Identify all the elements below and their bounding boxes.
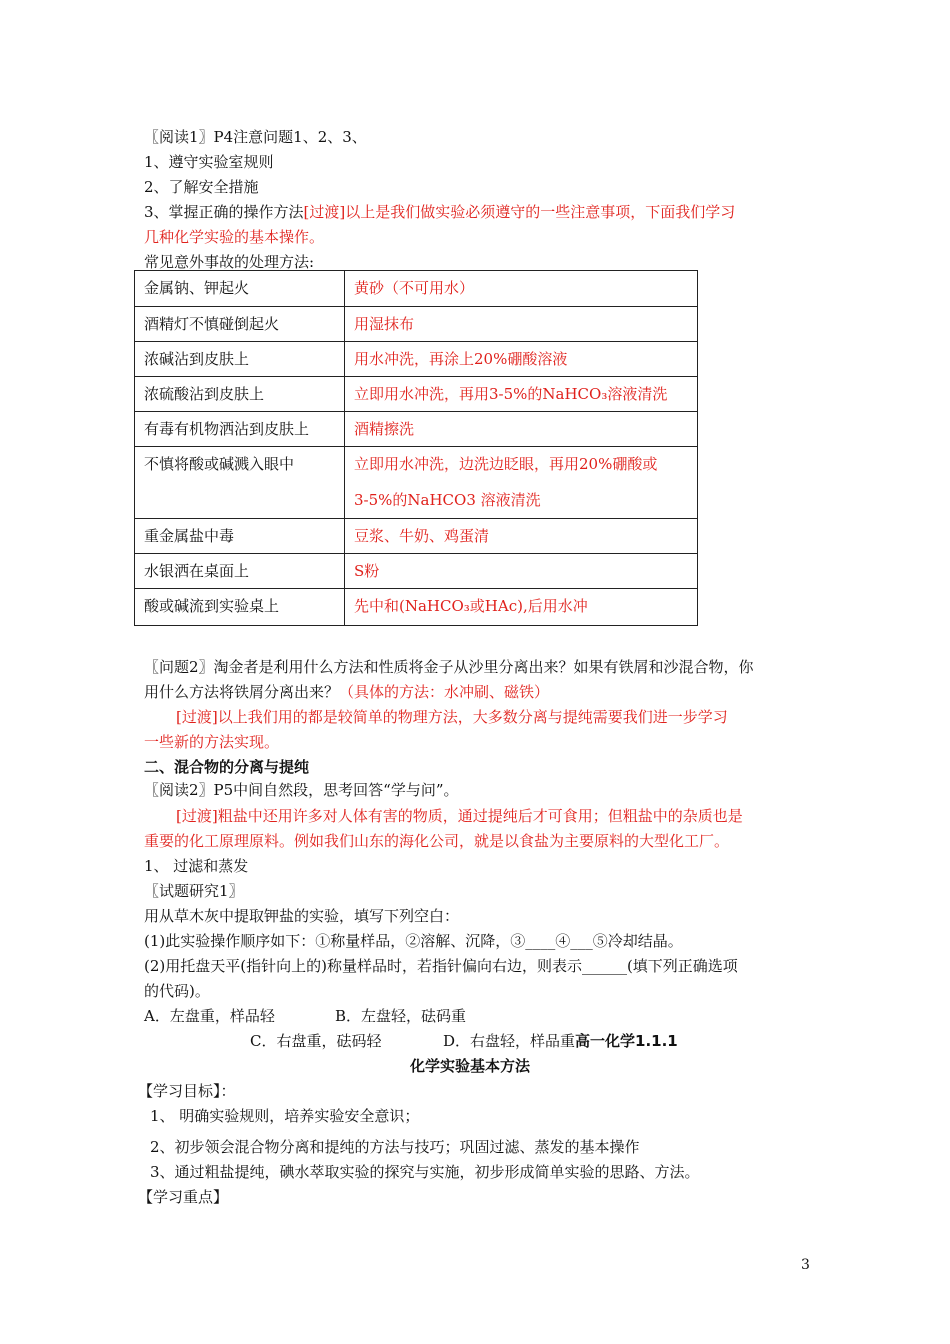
accident-cell: 浓碱沾到皮肤上	[135, 342, 345, 377]
subheading-filtration: 1、 过滤和蒸发	[144, 857, 249, 875]
treatment-cell: 用湿抹布	[345, 307, 698, 342]
table-row	[135, 307, 698, 342]
question-intro: 用从草木灰中提取钾盐的实验，填写下列空白：	[144, 907, 460, 925]
section2-transition: [过渡]粗盐中还用许多对人体有害的物质，通过提纯后才可食用；但粗盐中的杂质也是	[176, 807, 743, 825]
accident-table-caption: 常见意外事故的处理方法:	[144, 253, 315, 271]
accident-cell: 酸或碱流到实验桌上	[135, 589, 345, 626]
accident-cell: 不慎将酸或碱溅入眼中	[135, 447, 345, 519]
table-row	[135, 589, 698, 626]
treatment-line-2: 3-5%的NaHCO3 溶液清洗	[354, 491, 541, 509]
reading1-item-3	[144, 202, 735, 222]
question-1: (1)此实验操作顺序如下：①称量样品，②溶解、沉降，③____④___⑤冷却结晶。	[144, 932, 683, 950]
reading1-title: 〖阅读1〗P4注意问题1、2、3、	[144, 128, 367, 146]
treatment-cell: 用水冲洗，再涂上20%硼酸溶液	[345, 342, 698, 377]
table-row	[135, 412, 698, 447]
option-b: B．左盘轻，砝码重	[335, 1007, 467, 1025]
section-heading: 二、混合物的分离与提纯	[144, 758, 310, 776]
goals-label: 【学习目标】：	[138, 1082, 236, 1100]
accident-cell: 重金属盐中毒	[135, 519, 345, 554]
page-number: 3	[801, 1257, 810, 1273]
question2-transition-cont: 一些新的方法实现。	[144, 733, 280, 751]
study1-label: 〖试题研究1〗	[144, 882, 244, 900]
goal-2: 2、初步领会混合物分离和提纯的方法与技巧；巩固过滤、蒸发的基本操作	[150, 1138, 640, 1156]
question-2-line-1: (2)用托盘天平(指针向上的)称量样品时，若指针偏向右边，则表示______(填下列正确选项	[144, 957, 738, 975]
table-row	[135, 519, 698, 554]
item3-prefix: 3、掌握正确的操作方法	[144, 203, 304, 221]
accident-cell: 水银洒在桌面上	[135, 554, 345, 589]
accident-table	[134, 270, 698, 626]
accident-cell: 有毒有机物洒沾到皮肤上	[135, 412, 345, 447]
question2-answer: （具体的方法：水冲刷、磁铁）	[339, 683, 550, 701]
reading2: 〖阅读2〗P5中间自然段，思考回答“学与问”。	[144, 781, 459, 799]
table-row	[135, 342, 698, 377]
transition-text-cont: 几种化学实验的基本操作。	[144, 228, 325, 246]
option-d	[443, 1031, 678, 1051]
accident-cell: 酒精灯不慎碰倒起火	[135, 307, 345, 342]
reading1-item-2: 2、了解安全措施	[144, 178, 259, 196]
treatment-cell: 先中和(NaHCO₃或HAc),后用水冲	[345, 589, 698, 626]
option-c: C．右盘重，砝码轻	[250, 1032, 382, 1050]
treatment-line-1: 立即用水冲洗，边洗边眨眼，再用20%硼酸或	[354, 455, 658, 473]
question2-text: 用什么方法将铁屑分离出来？	[144, 683, 340, 701]
question2-transition: [过渡]以上我们用的都是较简单的物理方法，大多数分离与提纯需要我们进一步学习	[176, 708, 728, 726]
table-row	[135, 271, 698, 307]
option-d-text: D．右盘轻，样品重	[443, 1032, 576, 1050]
course-header: 高一化学1.1.1	[575, 1032, 678, 1050]
accident-cell: 金属钠、钾起火	[135, 271, 345, 307]
table-row	[135, 447, 698, 519]
treatment-cell: 黄砂（不可用水）	[345, 271, 698, 307]
treatment-cell: 立即用水冲洗，再用3-5%的NaHCO₃溶液清洗	[345, 377, 698, 412]
treatment-cell: 豆浆、牛奶、鸡蛋清	[345, 519, 698, 554]
goal-1: 1、 明确实验规则，培养实验安全意识；	[150, 1107, 420, 1125]
table-row	[135, 377, 698, 412]
focus-label: 【学习重点】	[138, 1188, 229, 1206]
question2-line-1: 〖问题2〗淘金者是利用什么方法和性质将金子从沙里分离出来？如果有铁屑和沙混合物，你	[144, 658, 754, 676]
treatment-cell: 酒精擦洗	[345, 412, 698, 447]
goal-3: 3、通过粗盐提纯，碘水萃取实验的探究与实施，初步形成简单实验的思路、方法。	[150, 1163, 700, 1181]
section2-transition-cont: 重要的化工原理原料。例如我们山东的海化公司，就是以食盐为主要原料的大型化工厂。	[144, 832, 730, 850]
transition-text: [过渡]以上是我们做实验必须遵守的一些注意事项，下面我们学习	[303, 203, 736, 221]
treatment-cell	[345, 447, 698, 519]
question2-line-2	[144, 682, 549, 702]
lesson-title: 化学实验基本方法	[410, 1057, 531, 1075]
table-row	[135, 554, 698, 589]
reading1-item-1: 1、遵守实验室规则	[144, 153, 274, 171]
option-a: A．左盘重，样品轻	[144, 1007, 275, 1025]
treatment-cell: S粉	[345, 554, 698, 589]
question-2-line-2: 的代码)。	[144, 982, 210, 1000]
accident-cell: 浓硫酸沾到皮肤上	[135, 377, 345, 412]
